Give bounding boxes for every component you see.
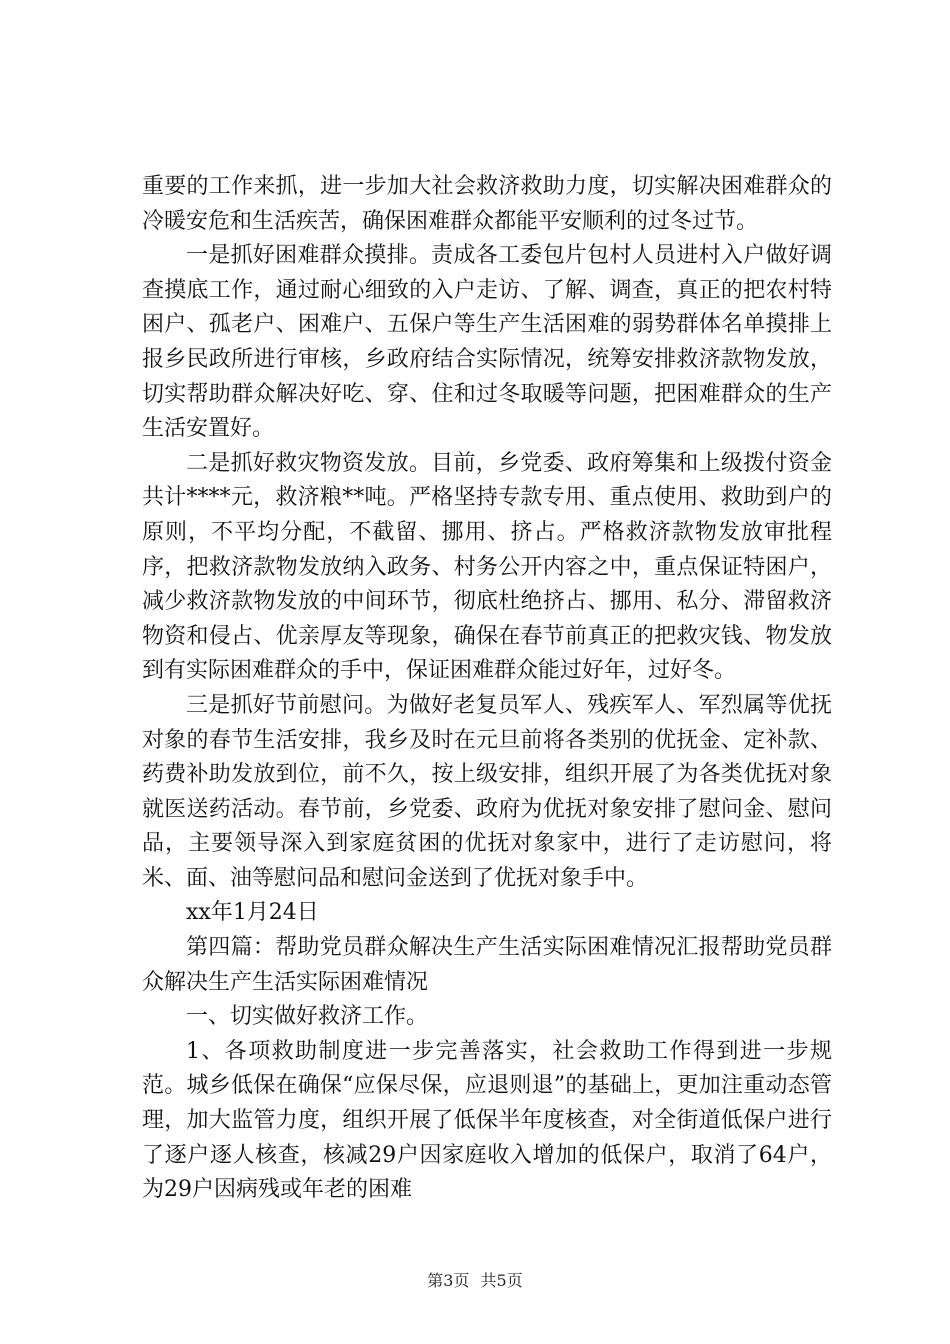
paragraph-numbered-one: 1、各项救助制度进一步完善落实，社会救助工作得到进一步规范。城乡低保在确保“应保尽保，应退则退”的基础上，更加注重动态管理，加大监管力度，组织开展了低保半年度核查，对全街道低保户进行了逐户逐人核查，核减29户因家庭收入增加的低保户，取消了64户，为29户因病残或年老的困难 bbox=[142, 1038, 832, 1203]
section-heading-one: 一、切实做好救济工作。 bbox=[186, 1004, 429, 1030]
paragraph-item-two: 二是抓好救灾物资发放。目前，乡党委、政府筹集和上级拨付资金共计****元，救济粮**吨。严格坚持专款专用、重点使用、救助到户的原则，不平均分配，不截留、挪用、挤占。严格救济款物发放审批程序，把救济款物发放纳入政务、村务公开内容之中，重点保证特困户，减少救济款物发放的中间环节，彻底杜绝挤占、挪用、私分、滞留救济物资和侵占、优亲厚友等现象，确保在春节前真正的把救灾钱、物发放到有实际困难群众的手中，保证困难群众能过好年，过好冬。 bbox=[142, 450, 832, 684]
document-body bbox=[142, 170, 832, 1208]
page-total: 共5页 bbox=[480, 1271, 523, 1290]
section-title: 第四篇：帮助党员群众解决生产生活实际困难情况汇报帮助党员群众解决生产生活实际困难情况 bbox=[142, 935, 832, 995]
page-footer bbox=[0, 1271, 950, 1291]
paragraph-item-one: 一是抓好困难群众摸排。责成各工委包片包村人员进村入户做好调查摸底工作，通过耐心细致的入户走访、了解、调查，真正的把农村特困户、孤老户、困难户、五保户等生产生活困难的弱势群体名单摸排上报乡民政所进行审核，乡政府结合实际情况，统筹安排救济款物发放，切实帮助群众解决好吃、穿、住和过冬取暖等问题，把困难群众的生产生活安置好。 bbox=[142, 243, 832, 442]
paragraph-item-three: 三是抓好节前慰问。为做好老复员军人、残疾军人、军烈属等优抚对象的春节生活安排，我乡及时在元旦前将各类别的优抚金、定补款、药费补助发放到位，前不久，按上级安排，组织开展了为各类优抚对象就医送药活动。春节前，乡党委、政府为优抚对象安排了慰问金、慰问品，主要领导深入到家庭贫困的优抚对象家中，进行了走访慰问，将米、面、油等慰问品和慰问金送到了优抚对象手中。 bbox=[142, 692, 832, 891]
page-number: 第3页 bbox=[427, 1271, 470, 1290]
document-date: xx年1月24日 bbox=[186, 900, 319, 926]
paragraph-continuation: 重要的工作来抓，进一步加大社会救济救助力度，切实解决困难群众的冷暖安危和生活疾苦，确保困难群众都能平安顺利的过冬过节。 bbox=[142, 174, 832, 234]
